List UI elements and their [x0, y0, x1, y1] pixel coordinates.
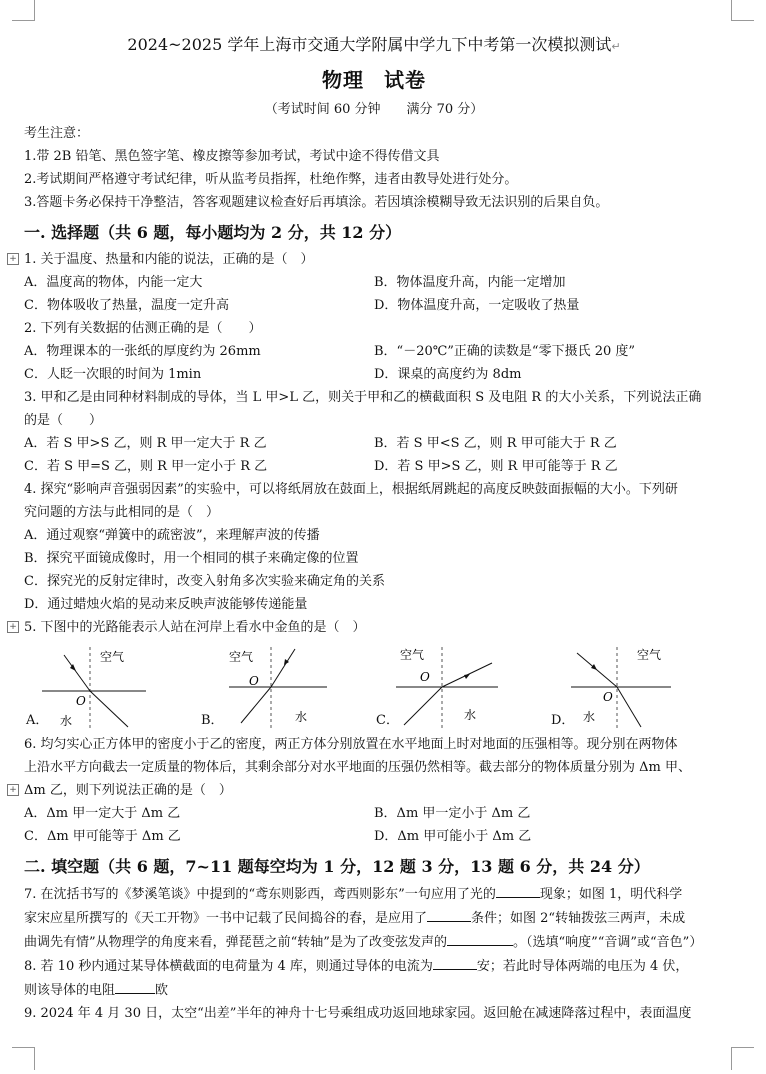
answer-blank[interactable]	[427, 906, 471, 922]
crop-mark-bottom-right	[731, 1047, 754, 1070]
section-1-heading: 一. 选择题（共 6 题，每小题均为 2 分，共 12 分）	[24, 223, 402, 242]
option-a: A．物理课本的一张纸的厚度约为 26mm	[24, 344, 261, 359]
exam-time-info: （考试时间 60 分钟 满分 70 分）	[264, 102, 484, 117]
question-stem: 5. 下图中的光路能表示人站在河岸上看水中金鱼的是（ ）	[24, 620, 366, 635]
option-d: D．若 S 甲>S 乙，则 R 甲可能等于 R 乙	[374, 459, 618, 474]
question-stem: 6. 均匀实心正方体甲的密度小于乙的密度，两正方体分别放置在水平地面上时对地面的压强相等。现分别在两物体	[24, 737, 678, 752]
question-stem-continued: 的是（ ）	[24, 413, 103, 428]
question-stem-continued: 上沿水平方向截去一定质量的物体后，其剩余部分对水平地面的压强仍然相等。截去部分的物体质量分别为 Δm 甲、	[24, 760, 691, 775]
question-stem: 1. 关于温度、热量和内能的说法，正确的是（ ）	[24, 252, 314, 267]
option-c: C．物体吸收了热量，温度一定升高	[24, 298, 229, 313]
question-stem: 2. 下列有关数据的估测正确的是（ ）	[24, 321, 262, 336]
option-d: D．课桌的高度约为 8dm	[374, 367, 522, 382]
option-d: D．通过蜡烛火焰的晃动来反映声波能够传递能量	[24, 597, 308, 612]
diagram-label: D．	[551, 713, 575, 728]
option-c: C．Δm 甲可能等于 Δm 乙	[24, 829, 181, 844]
question-3	[24, 386, 724, 478]
option-c: C．人眨一次眼的时间为 1min	[24, 367, 202, 382]
question-text: 8. 若 10 秒内通过某导体横截面的电荷量为 4 库，则通过导体的电流为	[24, 959, 433, 974]
question-text: 。（选填“响度”“音调”或“音色”）	[512, 935, 703, 950]
svg-text:O: O	[603, 690, 613, 704]
notice-item-1: 1.带 2B 铅笔、黑色签字笔、橡皮擦等参加考试，考试中途不得传借文具	[24, 149, 440, 164]
question-5	[9, 616, 724, 733]
diagram-label: B．	[201, 713, 224, 728]
notice-heading: 考生注意：	[24, 126, 90, 141]
question-stem: 4. 探究“影响声音强弱因素”的实验中，可以将纸屑放在鼓面上，根据纸屑跳起的高度反映鼓面振幅的大小。下列研	[24, 482, 678, 497]
water-label: 水	[60, 714, 73, 728]
option-b: B．探究平面镜成像时，用一个相同的棋子来确定像的位置	[24, 551, 359, 566]
diagram-label: A．	[26, 713, 49, 728]
answer-blank[interactable]	[447, 930, 513, 946]
option-a: A．通过观察“弹簧中的疏密波”，来理解声波的传播	[24, 528, 320, 543]
option-b: B．物体温度升高，内能一定增加	[374, 275, 566, 290]
svg-text:水: 水	[464, 708, 477, 722]
option-b: B．“－20℃”正确的读数是“零下摄氏 20 度”	[374, 344, 636, 359]
answer-blank[interactable]	[433, 954, 477, 970]
svg-text:水: 水	[583, 710, 596, 724]
option-b: B．若 S 甲<S 乙，则 R 甲可能大于 R 乙	[374, 436, 617, 451]
svg-text:O: O	[249, 674, 259, 688]
diagram-a	[24, 641, 199, 733]
option-a: A．温度高的物体，内能一定大	[24, 275, 203, 290]
question-text: 家宋应星所撰写的《天工开物》一书中记载了民间捣谷的舂，是应用了	[24, 911, 428, 926]
subject-title: 物理 试卷	[322, 68, 426, 92]
question-text: 欧	[155, 983, 169, 998]
option-a: A．Δm 甲一定大于 Δm 乙	[24, 806, 181, 821]
svg-text:O: O	[420, 670, 430, 684]
question-4	[24, 478, 724, 616]
question-text: 现象；如图 1，明代科学	[539, 887, 683, 902]
crop-mark-bottom-left	[12, 1047, 35, 1070]
answer-blank[interactable]	[115, 978, 155, 994]
question-text: 条件；如图 2“转轴拨弦三两声，未成	[471, 911, 686, 926]
question-9	[24, 1002, 724, 1025]
point-o-label: O	[76, 694, 86, 708]
question-6	[9, 733, 724, 848]
option-c: C．若 S 甲=S 乙，则 R 甲一定小于 R 乙	[24, 459, 268, 474]
diagram-b	[199, 641, 374, 733]
question-1	[9, 248, 724, 317]
svg-text:空气: 空气	[637, 648, 662, 662]
exam-title: 2024~2025 学年上海市交通大学附属中学九下中考第一次模拟测试↵	[127, 35, 621, 54]
crop-mark-top-left	[12, 0, 35, 21]
question-stem-continued: Δm 乙，则下列说法正确的是（ ）	[24, 783, 232, 798]
move-handle-icon[interactable]: +	[7, 621, 19, 633]
crop-mark-top-right	[731, 0, 754, 21]
svg-text:空气: 空气	[229, 650, 254, 664]
notice-item-2: 2.考试期间严格遵守考试纪律，听从监考员指挥，杜绝作弊，违者由教导处进行处分。	[24, 172, 518, 187]
section-2-heading: 二. 填空题（共 6 题，7~11 题每空均为 1 分，12 题 3 分，13 题 6 分，共 24 分）	[24, 857, 650, 876]
question-8	[24, 954, 724, 1002]
question-text: 曲调先有情”从物理学的角度来看，弹琵琶之前“转轴”是为了改变弦发声的	[24, 935, 447, 950]
diagram-label: C．	[376, 713, 399, 728]
air-label: 空气	[100, 650, 125, 664]
question-text: 9. 2024 年 4 月 30 日，太空“出差”半年的神舟十七号乘组成功返回地球家园。返回舱在减速降落过程中，表面温度	[24, 1006, 692, 1021]
option-a: A．若 S 甲>S 乙，则 R 甲一定大于 R 乙	[24, 436, 267, 451]
question-text: 7. 在沈括书写的《梦溪笔谈》中提到的“鸢东则影西，鸢西则影东”一句应用了光的	[24, 887, 496, 902]
question-stem: 3. 甲和乙是由同种材料制成的导体，当 L 甲>L 乙，则关于甲和乙的横截面积 S 及电阻 R 的大小关系，下列说法正确	[24, 390, 702, 405]
answer-blank[interactable]	[496, 882, 540, 898]
notice-item-3: 3.答题卡务必保持干净整洁，答客观题建议检查好后再填涂。若因填涂模糊导致无法识别的后果自负。	[24, 195, 609, 210]
move-handle-icon[interactable]: +	[7, 784, 19, 796]
svg-text:水: 水	[295, 710, 308, 724]
question-text: 则该导体的电阻	[24, 983, 116, 998]
svg-text:空气: 空气	[400, 648, 425, 662]
question-text: 安；若此时导体两端的电压为 4 伏，	[476, 959, 689, 974]
question-2	[24, 317, 724, 386]
option-b: B．Δm 甲一定小于 Δm 乙	[374, 806, 531, 821]
move-handle-icon[interactable]: +	[7, 253, 19, 265]
option-d: D．物体温度升高，一定吸收了热量	[374, 298, 580, 313]
document-page	[9, 30, 724, 1025]
light-path-diagrams	[24, 641, 724, 733]
question-7	[24, 882, 724, 954]
diagram-d	[549, 641, 724, 733]
option-c: C．探究光的反射定律时，改变入射角多次实验来确定角的关系	[24, 574, 385, 589]
question-stem-continued: 究问题的方法与此相同的是（ ）	[24, 505, 220, 520]
option-d: D．Δm 甲可能小于 Δm 乙	[374, 829, 532, 844]
diagram-c	[374, 641, 549, 733]
